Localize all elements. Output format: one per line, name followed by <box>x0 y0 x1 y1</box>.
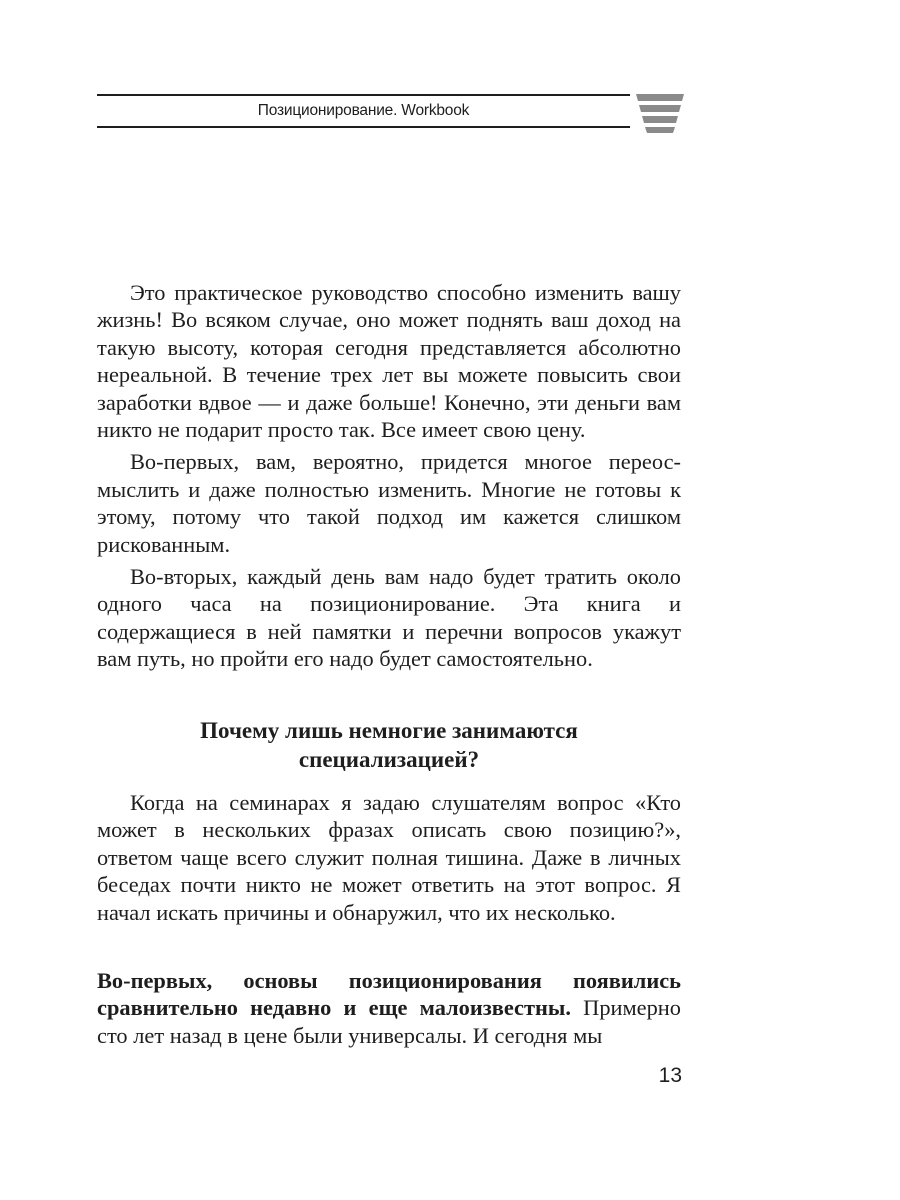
paragraph: Во-первых, вам, вероятно, придется многое переосмыслить и даже полностью изменить. Многие не готовы к этому, потому что такой подход им кажется слишком рискованным. <box>97 449 681 557</box>
bold-lead: Во-первых, основы позиционирования появились сравнительно недавно и еще малоизвестны. <box>97 968 681 1021</box>
section-heading-line: Почему лишь немногие занимаются <box>200 718 578 743</box>
header-bottom-rule <box>97 126 630 128</box>
running-header-title: Позиционирование. Workbook <box>257 102 470 119</box>
paragraph: Когда на семинарах я задаю слушателям вопрос «Кто может в нескольких фразах описать свою позицию?», ответом чаще всего служит полная тишина. Даже в личных беседах почти никто не может ответить на этот вопрос. Я начал искать причины и обнаружил, что их несколько. <box>97 790 681 925</box>
paragraph: Во-вторых, каждый день вам надо будет тратить около одного часа на позиционирование. Эта книга и содержащиеся в ней памятки и перечни вопросов укажут вам путь, но пройти его надо будет самостоятельно. <box>97 564 681 672</box>
stacked-bars-icon <box>636 92 684 134</box>
paragraph <box>97 967 681 1049</box>
running-header <box>97 92 630 132</box>
paragraph: Это практическое руководство способно изменить вашу жизнь! Во всяком случае, оно может поднять ваш доход на такую высоту, которая сегодня представляется абсолютно нереальной. В течение трех лет вы можете повысить свои заработки вдвое — и даже больше! Конечно, эти деньги вам никто не подарит просто так. Все имеет свою цену. <box>97 280 681 443</box>
page-number: 13 <box>658 1064 682 1087</box>
section-heading-line: специализацией? <box>298 747 480 772</box>
bold-lead-text <box>97 967 681 1049</box>
header-top-rule <box>97 94 630 96</box>
intro-text <box>97 279 681 673</box>
section-text <box>97 789 681 926</box>
section-heading <box>97 716 681 774</box>
paragraph-continuation: Примерно сто лет назад в цене были универсалы. И сегодня мы <box>97 995 681 1048</box>
